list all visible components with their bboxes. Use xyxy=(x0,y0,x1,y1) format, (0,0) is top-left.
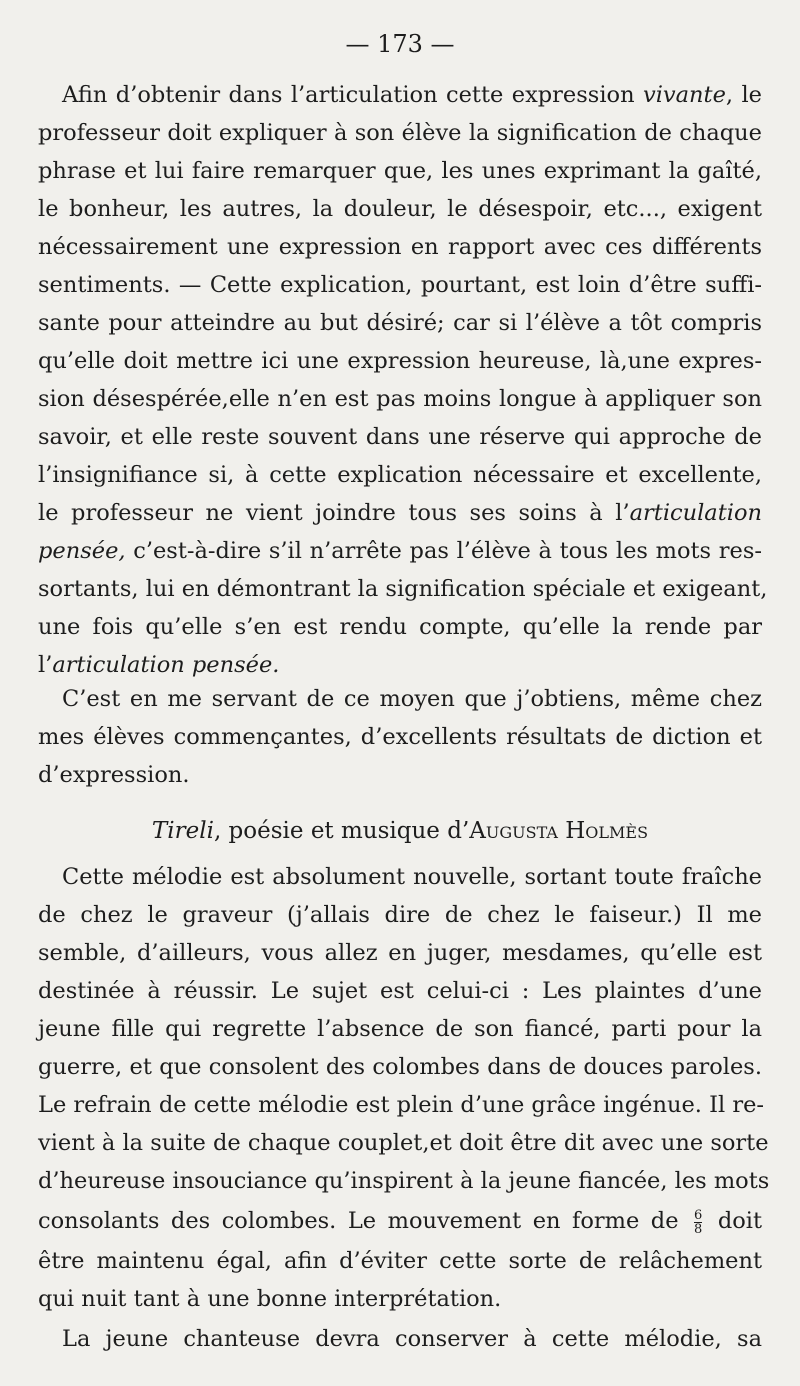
text-line: nécessairement une expression en rapport avec ces différents xyxy=(38,234,762,260)
text-line: phrase et lui faire remarquer que, les unes exprimant la gaîté, xyxy=(38,158,762,184)
text-line: Le refrain de cette mélodie est plein d’une grâce ingénue. Il re- xyxy=(38,1092,764,1118)
text-line: La jeune chanteuse devra conserver à cette mélodie, sa xyxy=(62,1326,762,1352)
text-line: professeur doit expliquer à son élève la signification de chaque xyxy=(38,120,762,146)
text-line: une fois qu’elle s’en est rendu compte, qu’elle la rende par xyxy=(38,614,762,640)
text-line: jeune fille qui regrette l’absence de son fiancé, parti pour la xyxy=(38,1016,762,1042)
text-line: sion désespérée,elle n’en est pas moins longue à appliquer son xyxy=(38,386,762,412)
text-line: C’est en me servant de ce moyen que j’obtiens, même chez xyxy=(62,686,762,712)
text-line: Afin d’obtenir dans l’articulation cette expression vivante, le xyxy=(62,82,762,108)
text-line: Cette mélodie est absolument nouvelle, sortant toute fraîche xyxy=(62,864,762,890)
text-line: d’heureuse insouciance qu’inspirent à la jeune fiancée, les mots xyxy=(38,1168,770,1194)
text-line: qu’elle doit mettre ici une expression heureuse, là,une expres- xyxy=(38,348,762,374)
text-line: destinée à réussir. Le sujet est celui-ci : Les plaintes d’une xyxy=(38,978,762,1004)
text-line: savoir, et elle reste souvent dans une réserve qui approche de xyxy=(38,424,762,450)
text-line: guerre, et que consolent des colombes dans de douces paroles. xyxy=(38,1054,762,1080)
text-line: être maintenu égal, afin d’éviter cette sorte de relâchement xyxy=(38,1248,762,1274)
text-line: mes élèves commençantes, d’excellents résultats de diction et xyxy=(38,724,762,750)
page-number: — 173 — xyxy=(345,30,455,58)
text-line: le professeur ne vient joindre tous ses soins à l’articulation xyxy=(38,500,762,526)
fraction-six-eighths: $\frac{6}{8}$ xyxy=(694,1207,703,1237)
text-line: qui nuit tant à une bonne interprétation. xyxy=(38,1286,502,1312)
text-line: semble, d’ailleurs, vous allez en juger, mesdames, qu’elle est xyxy=(38,940,762,966)
text-line: de chez le graveur (j’allais dire de chez le faiseur.) Il me xyxy=(38,902,762,928)
text-line: vient à la suite de chaque couplet,et doit être dit avec une sorte xyxy=(38,1130,769,1156)
section-heading: Tireli, poésie et musique d’Augusta Holmès xyxy=(151,818,649,844)
text-line: le bonheur, les autres, la douleur, le désespoir, etc..., exigent xyxy=(38,196,762,222)
text-line: d’expression. xyxy=(38,762,190,788)
text-line: l’insignifiance si, à cette explication nécessaire et excellente, xyxy=(38,462,762,488)
text-line: pensée, c’est-à-dire s’il n’arrête pas l’élève à tous les mots res- xyxy=(38,538,762,564)
text-line: sortants, lui en démontrant la signification spéciale et exigeant, xyxy=(38,576,768,602)
text-line: sante pour atteindre au but désiré; car si l’élève a tôt compris xyxy=(38,310,762,336)
text-line: l’articulation pensée. xyxy=(38,652,280,678)
text-line: sentiments. — Cette explication, pourtant, est loin d’être suffi- xyxy=(38,272,762,298)
text-line: consolants des colombes. Le mouvement en forme de $\frac{6}{8}$ doit xyxy=(38,1207,763,1237)
